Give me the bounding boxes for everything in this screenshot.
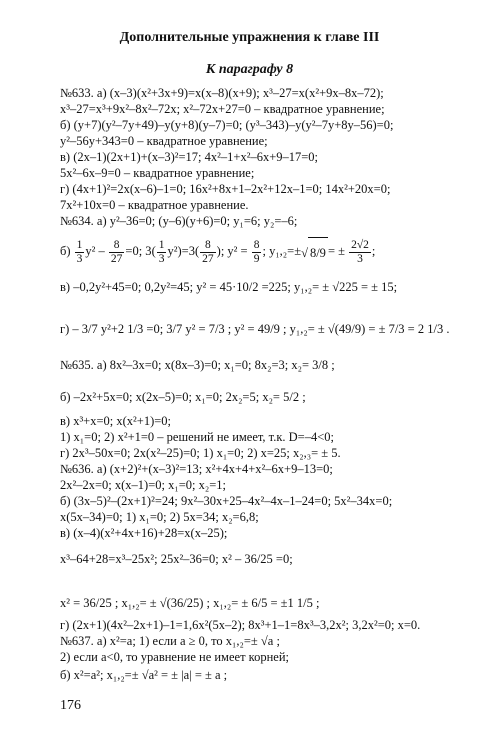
text-line: в) (x–4)(x²+4x+16)+28=x(x–25);: [60, 526, 228, 540]
page-number: 176: [60, 698, 81, 713]
numerator: 1: [76, 238, 83, 251]
text-line: 7x²+10x=0 – квадратное уравнение.: [60, 198, 249, 212]
expr: =0; 3: [125, 244, 152, 258]
equation-634v: в) –0,2y²+45=0; 0,2y²=45; y² = 45·10/2 =225; y₁,₂= ± √225 = ± 15;: [60, 280, 398, 294]
fraction: [157, 239, 167, 266]
text-line: г) (4x+1)²=2x(x–6)–1=0; 16x²+8x+1–2x²+12x–1=0; 14x²+20x=0;: [60, 182, 391, 196]
text-line: y²–56y+343=0 – квадратное уравнение;: [60, 134, 268, 148]
denominator: 27: [110, 252, 123, 265]
denominator: 3: [76, 252, 83, 265]
equation-634g: г) – 3/7 y²+2 1/3 =0; 3/7 y² = 7/3 ; y² = 49/9 ; y₁,₂= ± √(49/9) = ± 7/3 = 2 1/3 .: [60, 322, 450, 336]
fraction: [75, 239, 85, 266]
equation-634b: б) $\frac{1}{3}$ y² – $\frac{8}{27}$ =0; 3( $\frac{1}{3}$ y²)=3( $\frac{8}{27}$ ); y² = $\frac{8}{9}$ ; y₁,₂=±√ 8/9 = ± $\frac{2√2}{3}$ ;: [60, 236, 375, 268]
numerator: 2√2: [351, 238, 369, 251]
text-line: №636. а) (x+2)²+(x–3)²=13; x²+4x+4+x²–6x+9–13=0;: [60, 462, 333, 476]
numerator: 1: [158, 238, 165, 251]
text-line: №633. а) (x–3)(x²+3x+9)=x(x–8)(x+9); x³–27=x(x²+9x–8x–72);: [60, 86, 384, 100]
expr: y² –: [85, 244, 105, 258]
expr: =3: [181, 244, 195, 258]
denominator: 3: [158, 252, 165, 265]
paragraph-subtitle: К параграфу 8: [205, 62, 294, 77]
text-line: г) (2x+1)(4x²–2x+1)–1=1,6x²(5x–2); 8x³+1–1=8x³–3,2x²; 3,2x²=0; x=0.: [60, 618, 421, 632]
text-line: 1) x₁=0; 2) x²+1=0 – решений не имеет, т.к. D=–4<0;: [60, 430, 334, 444]
numerator: 8: [200, 239, 216, 253]
denominator: 3: [357, 252, 363, 265]
text-line: 5x²–6x–9=0 – квадратное уравнение;: [60, 166, 255, 180]
fraction: [252, 239, 262, 266]
numerator: 8: [109, 239, 125, 253]
radicand: 8/9: [308, 237, 328, 268]
text-line: x³–27=x³+9x²–8x²–72x; x²–72x+27=0 – квадратное уравнение;: [60, 102, 385, 116]
text-line: 2) если a<0, то уравнение не имеет корней;: [60, 650, 289, 664]
numerator: 8: [253, 238, 260, 251]
fraction: [349, 239, 371, 266]
text-line: б) x²=a²; x₁,₂=± √a² = ± |a| = ± a ;: [60, 668, 228, 682]
equation-636v2: x³–64+28=x³–25x²; 25x²–36=0; x² – 36/25 =0;: [60, 552, 293, 566]
equation-636v3: x² = 36/25 ; x₁,₂= ± √(36/25) ; x₁,₂= ± 6/5 = ±1 1/5 ;: [60, 596, 320, 610]
denominator: 9: [253, 252, 260, 265]
equation-635a: №635. а) 8x²–3x=0; x(8x–3)=0; x₁=0; 8x₂=3; x₂= 3/8 ;: [60, 358, 335, 372]
text-line: №637. а) x²=a; 1) если a ≥ 0, то x₁,₂=± √a ;: [60, 634, 280, 648]
expr: = ±: [327, 244, 345, 258]
equation-635b: б) –2x²+5x=0; x(2x–5)=0; x₁=0; 2x₂=5; x₂= 5/2 ;: [60, 390, 306, 404]
denominator: 27: [202, 252, 214, 265]
item-label: б): [60, 244, 71, 258]
fraction: [200, 239, 216, 266]
sqrt: √ 8/9: [301, 237, 328, 268]
text-line: №634. а) y²–36=0; (y–6)(y+6)=0; y₁=6; y₂=–6;: [60, 214, 298, 228]
text-line: в) x³+x=0; x(x²+1)=0;: [60, 414, 172, 428]
text-line: x(5x–34)=0; 1) x₁=0; 2) 5x=34; x₂=6,8;: [60, 510, 259, 524]
text-line: б) (3x–5)²–(2x+1)²=24; 9x²–30x+25–4x²–4x–1–24=0; 5x²–34x=0;: [60, 494, 393, 508]
fraction: [109, 239, 125, 266]
text-line: б) (y+7)(y²–7y+49)–y(y+8)(y–7)=0; (y³–343)–y(y²–7y+8y–56)=0;: [60, 118, 394, 132]
expr: ; y₁,₂=±: [262, 244, 302, 258]
section-title: Дополнительные упражнения к главе III: [119, 30, 380, 45]
text-line: г) 2x³–50x=0; 2x(x²–25)=0; 1) x₁=0; 2) x=25; x₂,₃= ± 5.: [60, 446, 341, 460]
text-line: в) (2x–1)(2x+1)+(x–3)²=17; 4x²–1+x²–6x+9–17=0;: [60, 150, 319, 164]
expr: ; y² =: [220, 244, 248, 258]
text-line: 2x²–2x=0; x(x–1)=0; x₁=0; x₂=1;: [60, 478, 227, 492]
expr: ;: [371, 244, 376, 258]
